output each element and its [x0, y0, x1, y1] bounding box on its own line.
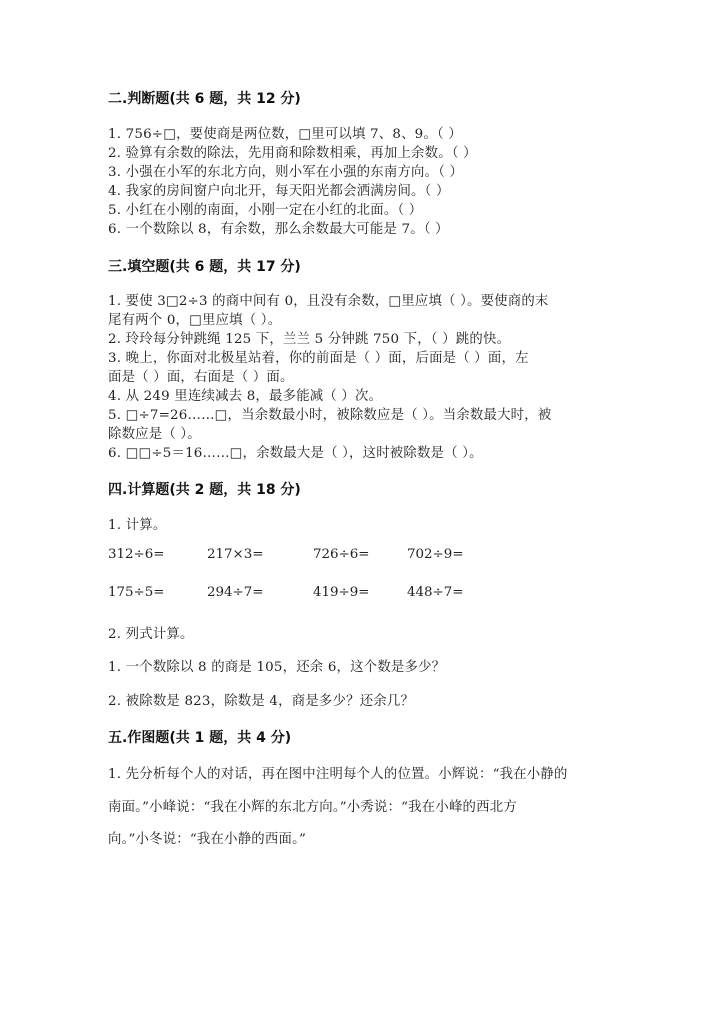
section-3-heading: 三.填空题(共 6 题，共 17 分) — [108, 259, 301, 275]
fill-line-9: 6. □□÷5＝16……□，余数最大是（ ），这时被除数是（ ）。 — [108, 446, 483, 461]
judgment-item-1: 1. 756÷□，要使商是两位数，□里可以填 7、8、9。（ ） — [108, 127, 462, 142]
drawing-line-1: 1. 先分析每个人的对话，再在图中注明每个人的位置。小辉说：“我在小静的 — [108, 767, 568, 782]
judgment-item-2: 2. 验算有余数的除法，先用商和除数相乘，再加上余数。（ ） — [108, 146, 477, 161]
fill-line-3: 2. 玲玲每分钟跳绳 125 下，兰兰 5 分钟跳 750 下，（ ）跳的快。 — [108, 332, 511, 347]
judgment-item-4: 4. 我家的房间窗户向北开，每天阳光都会洒满房间。（ ） — [108, 184, 450, 199]
word-problem-1: 1. 一个数除以 8 的商是 105，还余 6，这个数是多少？ — [108, 660, 446, 675]
calc-item: 294÷7= — [207, 585, 264, 600]
calc-item: 175÷5= — [108, 585, 165, 600]
fill-line-1: 1. 要使 3□2÷3 的商中间有 0，且没有余数，□里应填（ ）。要使商的末 — [108, 294, 549, 309]
judgment-item-6: 6. 一个数除以 8，有余数，那么余数最大可能是 7。（ ） — [108, 222, 449, 237]
fill-line-8: 除数应是（ ）。 — [108, 427, 201, 442]
drawing-line-2: 南面。”小峰说：“我在小辉的东北方向。”小秀说：“我在小峰的西北方 — [108, 800, 517, 815]
judgment-item-3: 3. 小强在小军的东北方向，则小军在小强的东南方向。（ ） — [108, 165, 464, 180]
section-5-heading: 五.作图题(共 1 题，共 4 分) — [108, 730, 292, 746]
fill-line-2: 尾有两个 0，□里应填（ ）。 — [108, 313, 282, 328]
fill-line-4: 3. 晚上，你面对北极星站着，你的前面是（ ）面，后面是（ ）面，左 — [108, 351, 529, 366]
calc-item: 217×3= — [207, 547, 264, 562]
calc-item: 702÷9= — [407, 547, 464, 562]
calc-item: 726÷6= — [313, 547, 370, 562]
calc-item: 312÷6= — [108, 547, 165, 562]
calc-q1-label: 1. 计算。 — [108, 518, 167, 533]
calc-item: 419÷9= — [313, 585, 370, 600]
section-4-heading: 四.计算题(共 2 题，共 18 分) — [108, 482, 301, 498]
fill-line-5: 面是（ ）面，右面是（ ）面。 — [108, 370, 294, 385]
section-2-heading: 二.判断题(共 6 题，共 12 分) — [108, 91, 301, 107]
judgment-item-5: 5. 小红在小刚的南面，小刚一定在小红的北面。（ ） — [108, 203, 423, 218]
fill-line-6: 4. 从 249 里连续减去 8，最多能减（ ）次。 — [108, 389, 383, 404]
calc-item: 448÷7= — [407, 585, 464, 600]
drawing-line-3: 向。”小冬说：“我在小静的西面。” — [108, 832, 307, 847]
word-problem-2: 2. 被除数是 823，除数是 4，商是多少？还余几？ — [108, 694, 415, 709]
fill-line-7: 5. □÷7=26……□，当余数最小时，被除数应是（ ）。当余数最大时，被 — [108, 408, 552, 423]
calc-q2-label: 2. 列式计算。 — [108, 627, 194, 642]
